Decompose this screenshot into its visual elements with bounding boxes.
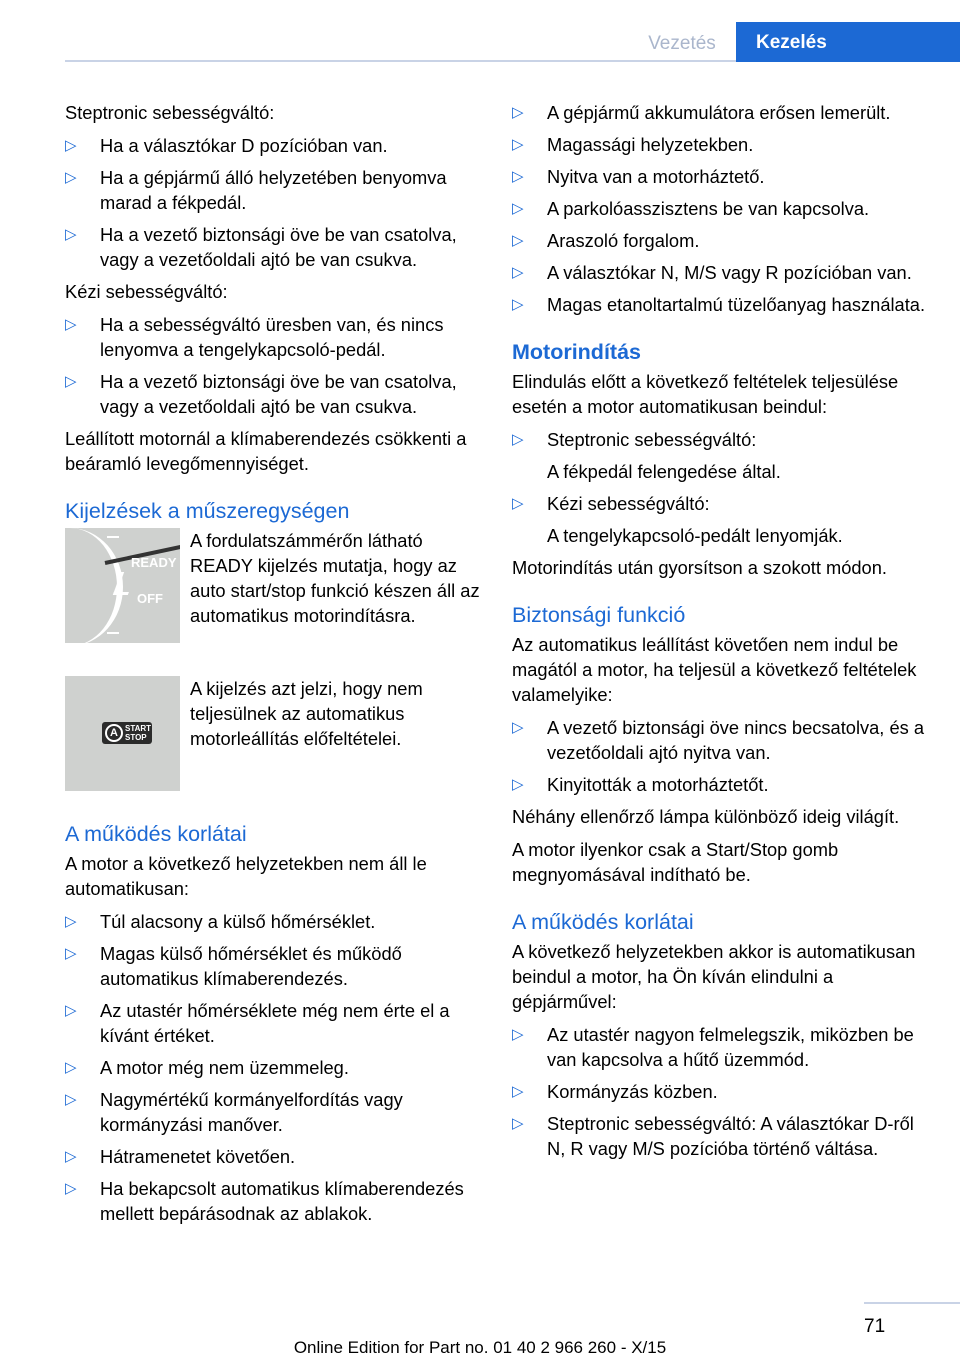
list-item: ▷ Nyitva van a motorháztető. <box>512 164 928 189</box>
list-item: ▷ A vezető biztonsági öve nincs becsatolva, és a vezetőoldali ajtó nyitva van. <box>512 715 928 765</box>
paragraph: Steptronic sebességváltó: <box>65 102 275 123</box>
paragraph: A motor ilyenkor csak a Start/Stop gomb megnyomásával indítható be. <box>512 839 839 885</box>
left-column <box>65 100 481 1233</box>
list-item: ▷ Hátramenetet követően. <box>65 1144 481 1169</box>
paragraph: A motor a következő helyzetekben nem áll le automatikusan: <box>65 853 427 899</box>
ready-label: READY <box>131 555 177 570</box>
list-item: ▷ Ha bekapcsolt automatikus klímaberendezés mellett bepárásodnak az ablakok. <box>65 1176 481 1226</box>
start-stop-label: START STOP <box>125 724 152 742</box>
gauge-arc <box>65 528 123 643</box>
page-number: 71 <box>864 1316 886 1337</box>
list-item: ▷ A választókar N, M/S vagy R pozícióban van. <box>512 260 928 285</box>
list-item: ▷ Ha a sebességváltó üresben van, és nincs lenyomva a tengelykapcsoló-pedál. <box>65 312 481 362</box>
paragraph: Néhány ellenőrző lámpa különböző ideig világít. <box>512 806 900 827</box>
paragraph: Motorindítás után gyorsítson a szokott módon. <box>512 557 887 578</box>
list-item: ▷ A parkolóasszisztens be van kapcsolva. <box>512 196 928 221</box>
list-item: ▷ Ha a gépjármű álló helyzetében benyomva marad a fékpedál. <box>65 165 481 215</box>
ready-display-row <box>65 528 481 643</box>
image-caption: A fordulatszámmérőn látható READY kijelzés mutatja, hogy az auto start/stop funkció készen áll az automatikus motorindításra. <box>190 530 480 626</box>
list-item: ▷ Kormányzás közben. <box>512 1079 928 1104</box>
list-item: ▷ Steptronic sebességváltó: <box>512 427 928 452</box>
list-item: ▷ A gépjármű akkumulátora erősen lemerült. <box>512 100 928 125</box>
list-subitem: A tengelykapcsoló-pedált lenyomják. <box>547 525 843 546</box>
edition-footer: Online Edition for Part no. 01 40 2 966 260 - X/15 <box>293 1338 667 1357</box>
list-subitem: A fékpedál felengedése által. <box>547 461 781 482</box>
section-heading: Biztonsági funkció <box>512 603 686 627</box>
list-item: ▷ Az utastér nagyon felmelegszik, miközben be van kapcsolva a hűtő üzemmód. <box>512 1022 928 1072</box>
startstop-indicator-image <box>65 676 180 791</box>
footer-rule <box>864 1302 960 1304</box>
list-item: ▷ Ha a vezető biztonsági öve be van csatolva, vagy a vezetőoldali ajtó be van csukva. <box>65 222 481 272</box>
list-item: ▷ Araszoló forgalom. <box>512 228 928 253</box>
tab-vezetes[interactable]: Vezetés <box>648 33 716 54</box>
section-heading: Kijelzések a műszeregységen <box>65 499 350 523</box>
list-item: ▷ A motor még nem üzemmeleg. <box>65 1055 481 1080</box>
start-stop-icon <box>102 722 152 744</box>
off-label: OFF <box>137 591 163 606</box>
list-item: ▷ Kézi sebességváltó: <box>512 491 928 516</box>
list-item: ▷ Magas külső hőmérséklet és működő automatikus klímaberendezés. <box>65 941 481 991</box>
list-item: ▷ Steptronic sebességváltó: A választókar D-ről N, R vagy M/S pozícióba történő váltása. <box>512 1111 928 1161</box>
list-item: ▷ Magassági helyzetekben. <box>512 132 928 157</box>
list-item: ▷ Nagymértékű kormányelfordítás vagy kormányzási manőver. <box>65 1087 481 1137</box>
paragraph: A következő helyzetekben akkor is automatikusan beindul a motor, ha Ön kíván elindulni a gépjárművel: <box>512 941 916 1012</box>
section-heading: Motorindítás <box>512 340 641 364</box>
gauge-tick <box>107 632 119 634</box>
section-heading: A működés korlátai <box>512 910 694 934</box>
list-item: ▷ Magas etanoltartalmú tüzelőanyag használata. <box>512 292 928 317</box>
right-column <box>512 100 928 1168</box>
list-item: ▷ Ha a választókar D pozícióban van. <box>65 133 481 158</box>
section-heading: A működés korlátai <box>65 822 247 846</box>
gauge-tick <box>107 536 119 538</box>
paragraph: Leállított motornál a klímaberendezés csökkenti a beáramló levegőmennyiséget. <box>65 428 467 474</box>
list-item: ▷ Kinyitották a motorháztetőt. <box>512 772 928 797</box>
image-caption: A kijelzés azt jelzi, hogy nem teljesülnek az automatikus motorleállítás előfeltételei. <box>190 678 423 749</box>
list-item: ▷ Ha a vezető biztonsági öve be van csatolva, vagy a vezetőoldali ajtó be van csukva. <box>65 369 481 419</box>
ready-gauge-image <box>65 528 180 643</box>
paragraph: Elindulás előtt a következő feltételek teljesülése esetén a motor automatikusan beindul: <box>512 371 899 417</box>
paragraph: Az automatikus leállítást követően nem indul be magától a motor, ha teljesül a következő feltételek valamelyike: <box>512 634 917 705</box>
list-item: ▷ Túl alacsony a külső hőmérséklet. <box>65 909 481 934</box>
startstop-display-row <box>65 676 481 791</box>
tab-kezeles[interactable]: Kezelés <box>736 22 960 62</box>
paragraph: Kézi sebességváltó: <box>65 281 228 302</box>
auto-a-icon: A <box>105 724 123 742</box>
list-item: ▷ Az utastér hőmérséklete még nem érte el a kívánt értéket. <box>65 998 481 1048</box>
